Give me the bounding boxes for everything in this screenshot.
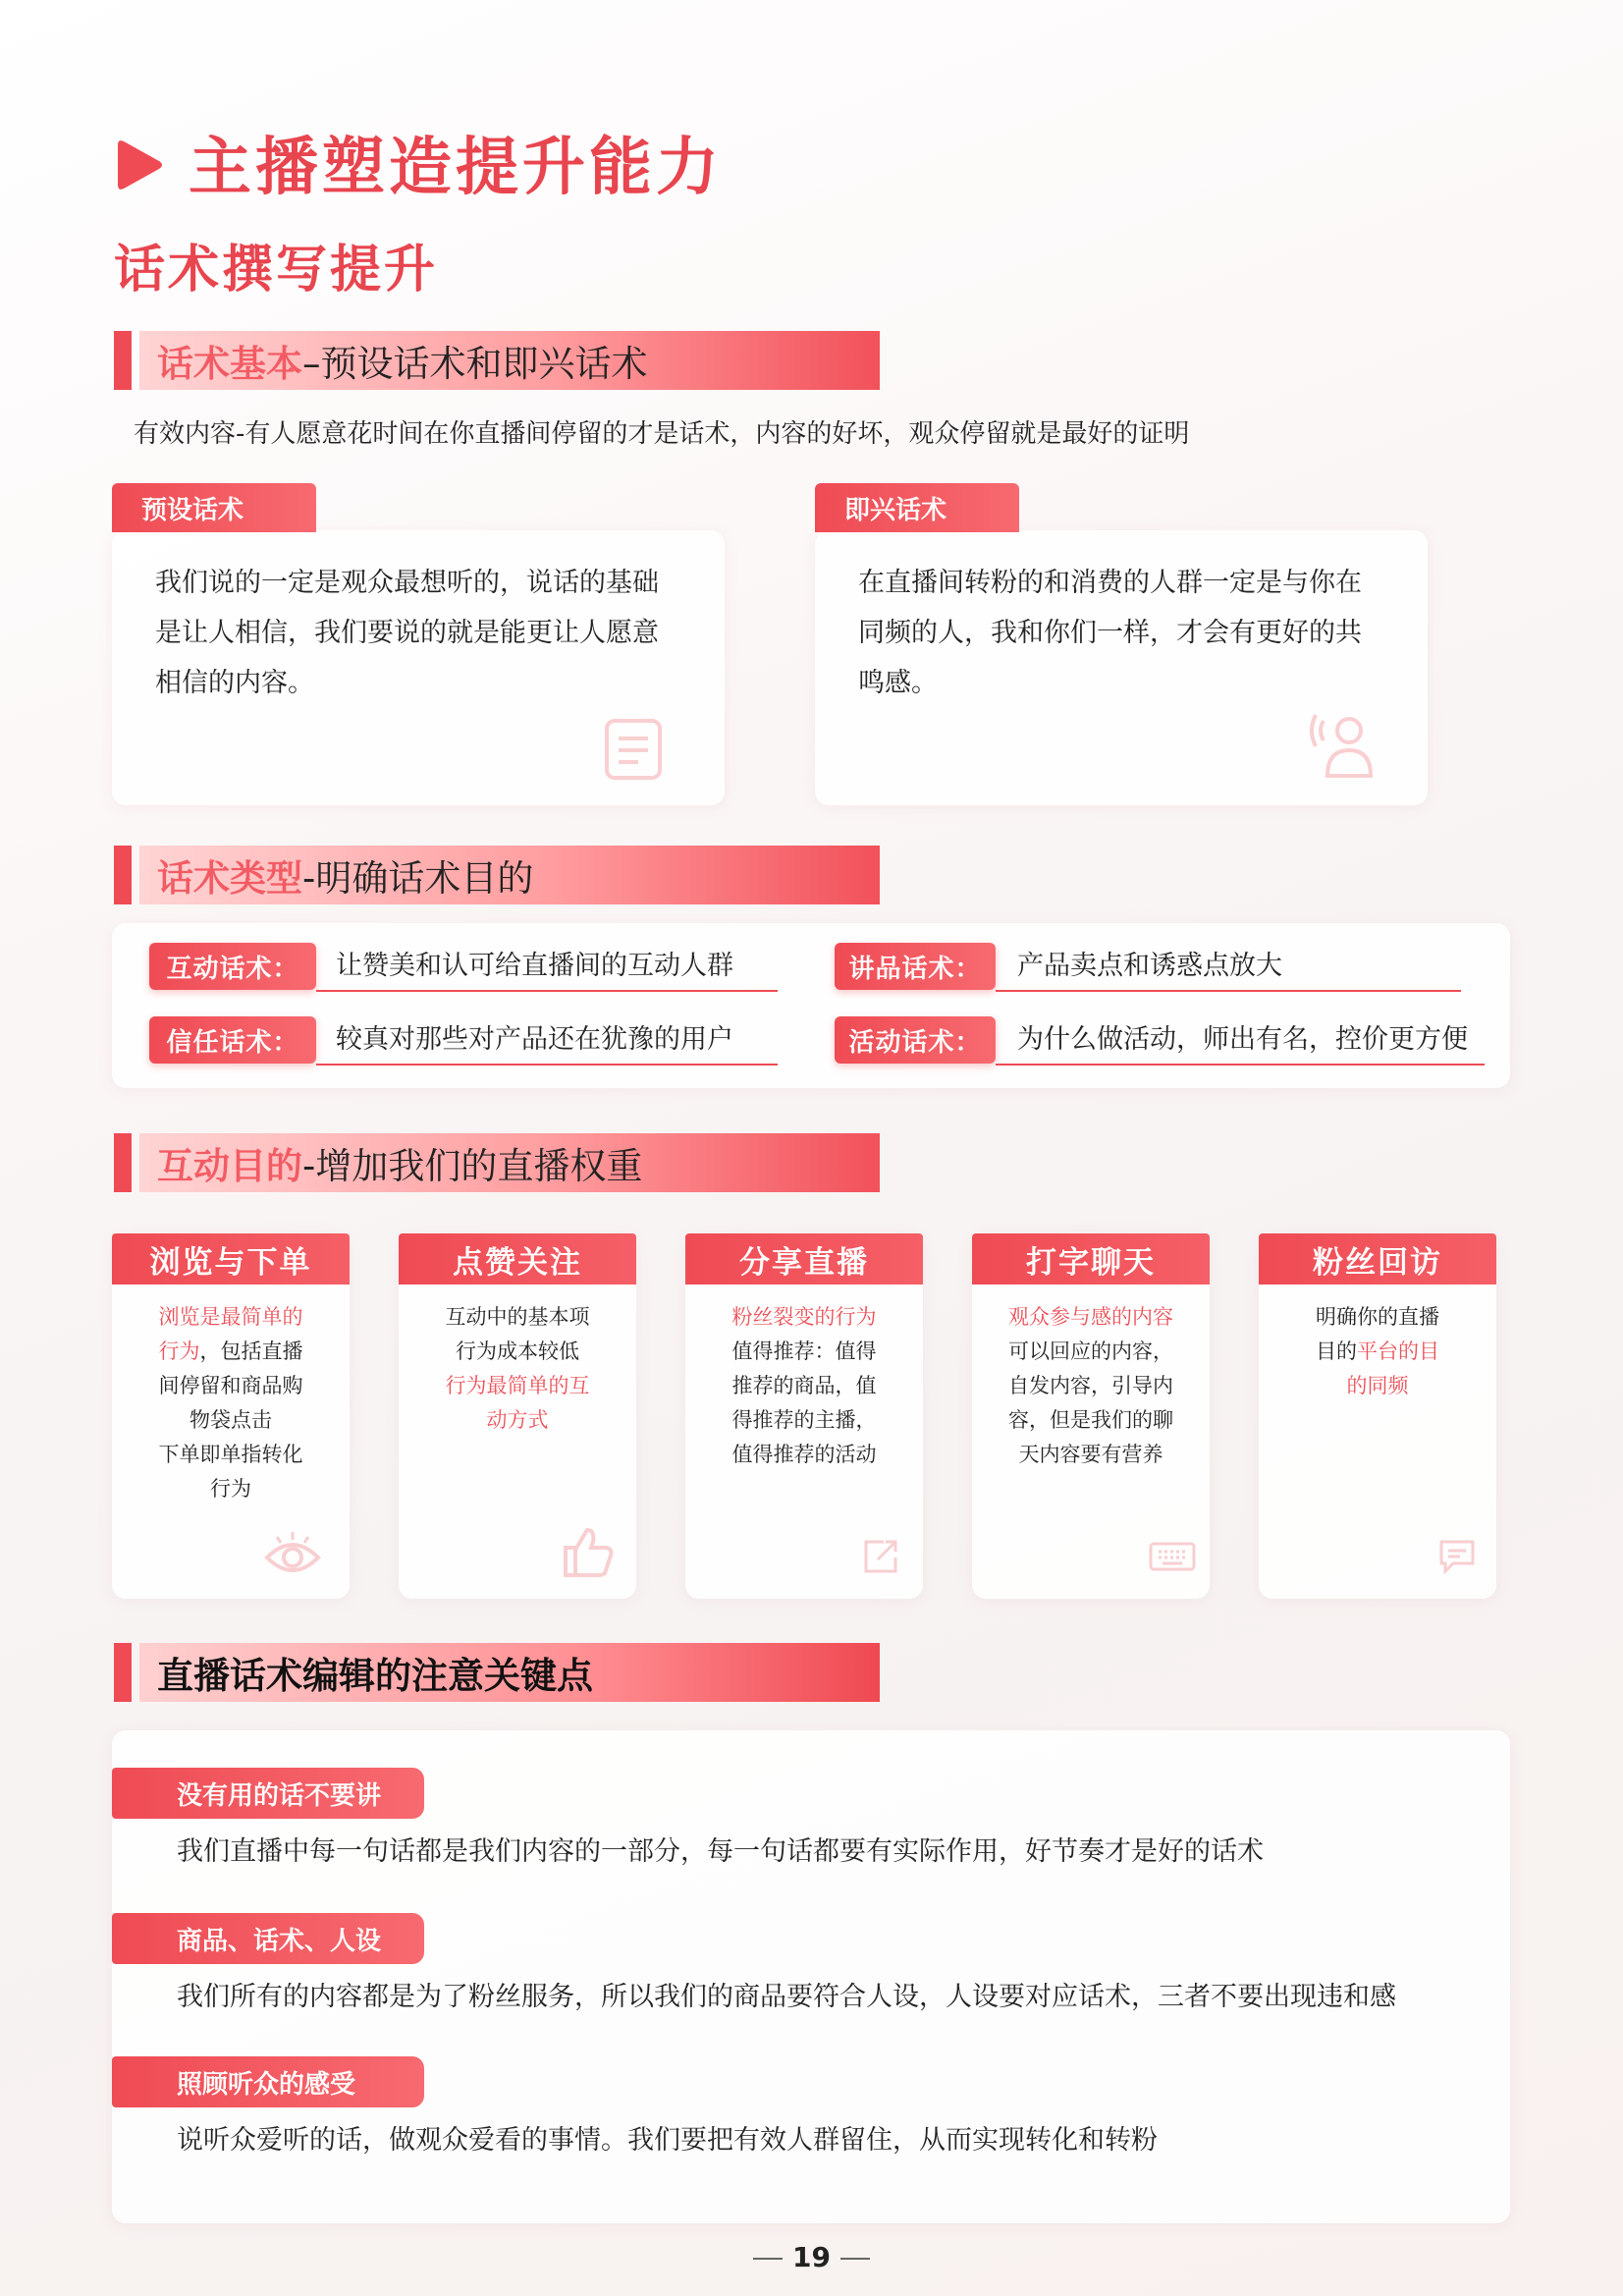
purpose-card-title: 粉丝回访 [1259,1233,1496,1285]
type-text-activity: 为什么做活动，师出有名，控价更方便 [1017,1024,1468,1055]
purpose-card-text: 粉丝裂变的行为 值得推荐：值得 推荐的商品，值 得推荐的主播， 值得推荐的活动 [731,1305,877,1466]
section-header-basics [114,331,880,390]
keypoint-text-1: 我们直播中每一句话都是我们内容的一部分，每一句话都要有实际作用，好节奏才是好的话术 [177,1836,1264,1867]
underline [316,1064,778,1066]
intro-text: 有效内容-有人愿意花时间在你直播间停留的才是话术，内容的好坏，观众停留就是最好的证明 [134,419,1190,449]
purpose-card-text: 观众参与感的内容 可以回应的内容， 自发内容，引导内 容，但是我们的聊 天内容要有营养 [1008,1305,1173,1466]
chat-icon [1437,1538,1477,1575]
document-icon [603,717,664,782]
section-header-keypoints [114,1643,880,1702]
keypoint-text-3: 说听众爱听的话，做观众爱看的事情。我们要把有效人群留住，从而实现转化和转粉 [177,2125,1158,2156]
underline [996,990,1461,992]
page-number: 19 [0,2241,1623,2273]
type-label-product: 讲品话术： [835,943,996,990]
page-title: 主播塑造提升能力 [189,132,723,204]
section-highlight: 话术基本 [157,343,302,385]
purpose-card-title: 打字聊天 [972,1233,1210,1285]
keypoint-tag-1: 没有用的话不要讲 [112,1768,424,1819]
user-voice-icon [1310,711,1380,782]
improv-tag: 即兴话术 [815,483,1019,532]
improv-text: 在直播间转粉的和消费的人群一定是与你在 同频的人，我和你们一样，才会有更好的共 鸣感。 [858,568,1362,698]
section-heading: 直播话术编辑的注意关键点 [139,1643,880,1702]
type-text-interaction: 让赞美和认可给直播间的互动人群 [336,951,733,981]
keypoint-tag-2: 商品、话术、人设 [112,1913,424,1964]
purpose-card-text: 明确你的直播 目的平台的目 的同频 [1316,1305,1439,1397]
preset-text: 我们说的一定是观众最想听的，说话的基础 是让人相信，我们要说的就是能更让人愿意 相信的内容。 [155,568,659,698]
purpose-card-browse [112,1233,350,1599]
purpose-card-text: 浏览是最简单的 行为，包括直播 间停留和商品购 物袋点击 下单即单指转化 行为 [158,1305,303,1501]
keypoint-text-2: 我们所有的内容都是为了粉丝服务，所以我们的商品要符合人设，人设要对应话术，三者不要出现违和感 [177,1982,1396,2012]
section-header-purpose [114,1133,880,1192]
type-text-product: 产品卖点和诱惑点放大 [1017,951,1282,981]
purpose-card-title: 点赞关注 [399,1233,636,1285]
play-logo-icon [116,137,165,192]
type-label-interaction: 互动话术： [149,943,316,990]
purpose-card-title: 分享直播 [685,1233,923,1285]
section-highlight: 话术类型 [157,857,302,900]
preset-tag: 预设话术 [112,483,316,532]
type-label-activity: 活动话术： [835,1016,996,1064]
purpose-card-revisit [1259,1233,1496,1599]
section-heading-rest: -增加我们的直播权重 [302,1145,643,1187]
underline [996,1064,1485,1066]
section-heading-rest: –预设话术和即兴话术 [302,343,648,385]
section-header-types [114,846,880,904]
purpose-card-share [685,1233,923,1599]
eye-icon [263,1528,322,1581]
type-label-trust: 信任话术： [149,1016,316,1064]
keyboard-icon [1149,1542,1196,1571]
share-icon [862,1536,901,1575]
keypoint-tag-3: 照顾听众的感受 [112,2056,424,2107]
underline [316,990,778,992]
purpose-card-title: 浏览与下单 [112,1233,350,1285]
purpose-card-text: 互动中的基本项 行为成本较低 行为最简单的互 动方式 [445,1305,590,1432]
type-text-trust: 较真对那些对产品还在犹豫的用户 [336,1024,733,1055]
purpose-card-like [399,1233,636,1599]
thumbs-up-icon [560,1524,615,1579]
section-heading-rest: -明确话术目的 [302,857,534,900]
section-highlight: 互动目的 [157,1145,302,1187]
purpose-card-chat [972,1233,1210,1599]
section-subtitle: 话术撰写提升 [114,241,439,300]
